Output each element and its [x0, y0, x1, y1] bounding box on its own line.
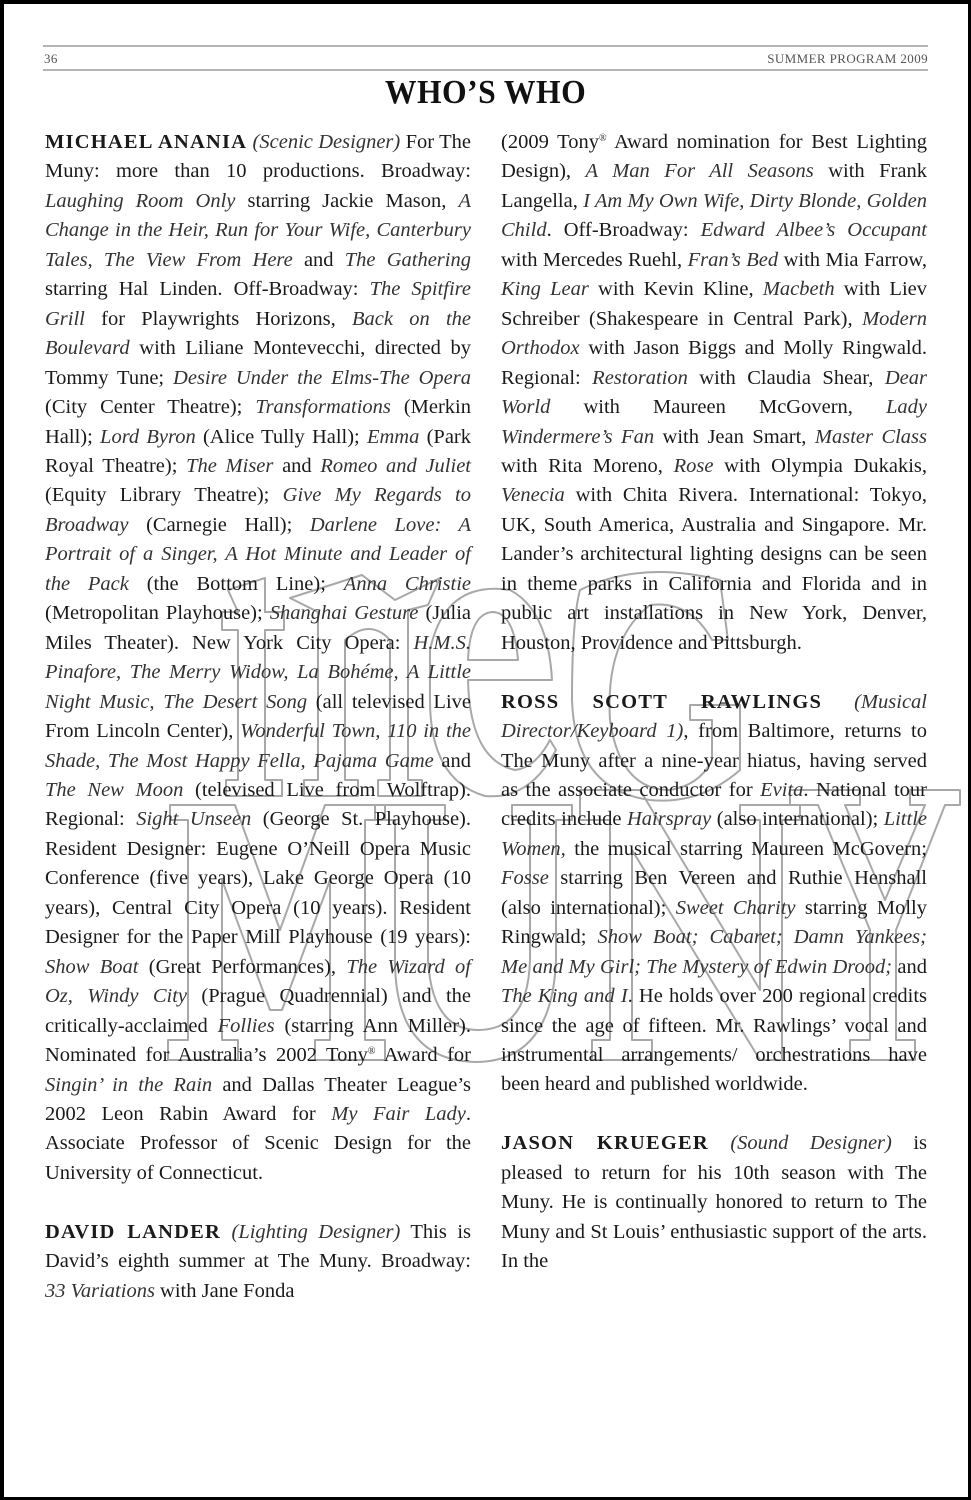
italic-title: Little Women,: [501, 808, 927, 860]
text-run: with Jean Smart,: [654, 425, 815, 448]
text-run: with Liev Schreiber (Shakespeare in Central Park),: [501, 278, 927, 330]
text-run: with Claudia Shear,: [687, 366, 885, 389]
text-run: (the Bottom Line);: [128, 572, 344, 595]
italic-title: Transformations: [255, 396, 391, 419]
text-run: with Mia Farrow,: [778, 248, 927, 271]
bio-text: [501, 720, 927, 1095]
italic-title: Romeo and Juliet: [320, 454, 471, 477]
italic-title: Dear World: [501, 366, 927, 419]
text-run: for Playwrights Horizons,: [84, 307, 352, 330]
text-run: the musical starring Maureen McGovern;: [565, 837, 927, 860]
italic-title: The Miser: [186, 454, 274, 477]
bio-name: DAVID LANDER: [45, 1220, 222, 1243]
italic-title: Emma: [366, 425, 420, 448]
italic-title: The King and I: [501, 985, 628, 1008]
text-run: . Off-Broadway:: [546, 219, 701, 242]
italic-title: 33 Variations: [45, 1279, 155, 1302]
bio-entry: [45, 128, 471, 1188]
italic-title: Fran’s Bed: [687, 248, 779, 271]
bio-name: JASON KRUEGER: [501, 1132, 709, 1155]
italic-title: Wonderful Town, 110 in the Shade, The Most Happy Fella, Pajama Game: [45, 720, 472, 772]
text-run: is pleased to return for his 10th season with The Muny. He is continually honored to return to The Muny and St Louis’ enthusiastic support of the arts. In the: [501, 1132, 927, 1273]
registered-mark: ®: [367, 1046, 376, 1058]
italic-title: Singin’ in the Rain: [45, 1073, 213, 1096]
text-run: and: [892, 955, 927, 978]
text-run: (Carnegie Hall);: [128, 513, 310, 536]
text-run: . He holds over 200 regional credits since the age of fifteen. Mr. Rawlings’ vocal and instrumental arrangements/ orchestrations have been heard and published worldwide.: [501, 985, 927, 1096]
right-column: [501, 128, 927, 1277]
italic-title: Show Boat: [45, 955, 139, 978]
text-run: . National tour credits include: [501, 778, 927, 831]
italic-title: Lady Windermere’s Fan: [501, 396, 927, 448]
italic-title: Rose: [673, 454, 714, 477]
italic-title: Show Boat; Cabaret; Damn Yankees; Me and My Girl; The Mystery of Edwin Drood;: [501, 926, 927, 978]
bio-entry: [501, 1129, 927, 1276]
italic-title: My Fair Lady: [331, 1102, 466, 1125]
italic-title: King Lear: [501, 278, 589, 301]
text-run: with Mercedes Ruehl,: [501, 248, 688, 271]
text-run: starring Ben Vereen and Ruthie Henshall (also international);: [501, 867, 927, 919]
italic-title: Modern Orthodox: [501, 307, 927, 360]
text-run: (City Center Theatre);: [45, 396, 256, 419]
italic-title: H.M.S. Pinafore, The Merry Widow, La Bohéme, A Little Night Music, The Desert Song: [45, 631, 471, 713]
bio-role: (Sound Designer): [730, 1132, 892, 1155]
bio-entry: [501, 688, 927, 1100]
italic-title: Laughing Room Only: [45, 189, 236, 212]
bio-name: MICHAEL ANANIA: [45, 131, 248, 153]
text-run: (Park Royal Theatre);: [45, 425, 471, 477]
text-run: starring Hal Linden. Off-Broadway:: [45, 278, 370, 301]
text-run: and: [433, 749, 471, 772]
text-run: and: [292, 248, 345, 271]
italic-title: Back on the Boulevard: [45, 307, 471, 360]
text-run: with Frank Langella,: [501, 160, 927, 212]
text-run: (also international);: [711, 808, 884, 831]
text-run: Award for: [375, 1044, 471, 1067]
italic-title: Venecia: [501, 484, 565, 507]
text-run: with Rita Moreno,: [501, 454, 674, 477]
text-run: , from Baltimore, returns to The Muny after a nine-year hiatus, having served as the associate conductor for: [501, 720, 927, 801]
text-run: (all televised Live From Lincoln Center),: [45, 690, 471, 743]
italic-title: Hairspray: [626, 808, 712, 831]
italic-title: Lord Byron: [100, 425, 196, 448]
text-run: (Metropolitan Playhouse);: [45, 602, 270, 625]
text-run: (George St. Playhouse). Resident Designer: Eugene O’Neill Opera Music Conference (five years), Lake George Opera (10 years), Central City Opera (10 years). Resident Designer for the Paper Mill Playhouse (19 years):: [45, 808, 471, 949]
section-title: WHO’S WHO: [384, 74, 587, 111]
italic-title: Darlene Love: A Portrait of a Singer, A Hot Minute and Leader of the Pack: [45, 513, 471, 595]
italic-title: The Spitfire Grill: [45, 278, 471, 330]
italic-title: The New Moon: [45, 778, 184, 801]
text-run: (Prague Quadrennial) and the critically-acclaimed: [45, 985, 471, 1037]
text-run: (televised Live from Wolftrap). Regional:: [45, 778, 471, 831]
italic-title: A Change in the Heir, Run for Your Wife, Canterbury Tales, The View From Here: [45, 189, 471, 271]
text-run: (Merkin Hall);: [45, 396, 471, 448]
text-run: starring Jackie Mason,: [235, 189, 459, 212]
page-number: 36: [44, 51, 58, 66]
text-run: with Kevin Kline,: [588, 278, 763, 301]
text-run: (2009 Tony: [501, 131, 599, 153]
left-column: [45, 128, 471, 1306]
text-run: with Jason Biggs and Molly Ringwald. Regional:: [501, 337, 927, 389]
text-run: For The Muny: more than 10 productions. Broadway:: [45, 131, 471, 183]
publication-title: SUMMER PROGRAM 2009: [767, 51, 928, 66]
registered-mark: ®: [598, 133, 607, 144]
italic-title: Sight Unseen: [136, 808, 252, 831]
italic-title: Edward Albee’s Occupant: [700, 219, 927, 242]
italic-title: Give My Regards to Broadway: [45, 484, 471, 536]
bio-text: [45, 131, 471, 1184]
bio-text: [501, 131, 927, 654]
italic-title: Fosse: [501, 867, 549, 890]
bio-role: (Lighting Designer): [231, 1220, 401, 1243]
bio-name: ROSS SCOTT RAWLINGS: [501, 690, 823, 713]
bio-entry-continued: [501, 128, 927, 658]
italic-title: Macbeth: [762, 278, 835, 301]
italic-title: The Gathering: [344, 248, 471, 271]
text-run: with Maureen McGovern,: [550, 396, 886, 419]
italic-title: A Man For All Seasons: [585, 160, 814, 183]
italic-title: Sweet Charity: [675, 896, 796, 919]
bio-role: (Scenic Designer): [252, 131, 401, 153]
bio-role: (Musical Director/Keyboard 1): [501, 690, 927, 743]
italic-title: The Wizard of Oz, Windy City: [45, 955, 471, 1008]
text-run: (Equity Library Theatre);: [45, 484, 283, 507]
text-run: (starring Ann Miller). Nominated for Australia’s 2002 Tony: [45, 1014, 471, 1067]
italic-title: Desire Under the Elms-The Opera: [173, 366, 471, 389]
italic-title: Follies: [217, 1014, 275, 1037]
running-header: [43, 45, 928, 71]
text-run: and Dallas Theater League’s 2002 Leon Rabin Award for: [45, 1073, 471, 1125]
bio-entry: [45, 1218, 471, 1306]
text-run: This is David’s eighth summer at The Muny. Broadway:: [45, 1220, 471, 1273]
text-run: with Liliane Montevecchi, directed by Tommy Tune;: [45, 337, 471, 389]
text-run: starring Molly Ringwald;: [501, 896, 927, 949]
italic-title: Evita: [760, 778, 804, 801]
text-run: (Alice Tully Hall);: [195, 425, 367, 448]
text-run: with Jane Fonda: [154, 1279, 295, 1302]
text-run: with Chita Rivera. International: Tokyo, UK, South America, Australia and Singapore. Mr. Lander’s architectural lighting designs can be seen in theme parks in California and Florida and in public art installations in New York, Denver, Houston, Providence and Pittsburgh.: [501, 484, 927, 654]
text-run: Award nomination for Best Lighting Design),: [501, 131, 927, 183]
text-run: (Julia Miles Theater). New York City Opera:: [45, 602, 472, 654]
text-run: and: [273, 454, 321, 477]
italic-title: Anna Christie: [343, 572, 471, 595]
text-run: (Great Performances),: [138, 955, 347, 978]
text-run: with Olympia Dukakis,: [713, 454, 928, 477]
italic-title: Restoration: [592, 366, 688, 389]
italic-title: Shanghai Gesture: [269, 602, 419, 625]
italic-title: I Am My Own Wife, Dirty Blonde, Golden Child: [501, 189, 928, 242]
text-run: . Associate Professor of Scenic Design for the University of Connecticut.: [45, 1102, 472, 1184]
italic-title: Master Class: [814, 425, 928, 448]
